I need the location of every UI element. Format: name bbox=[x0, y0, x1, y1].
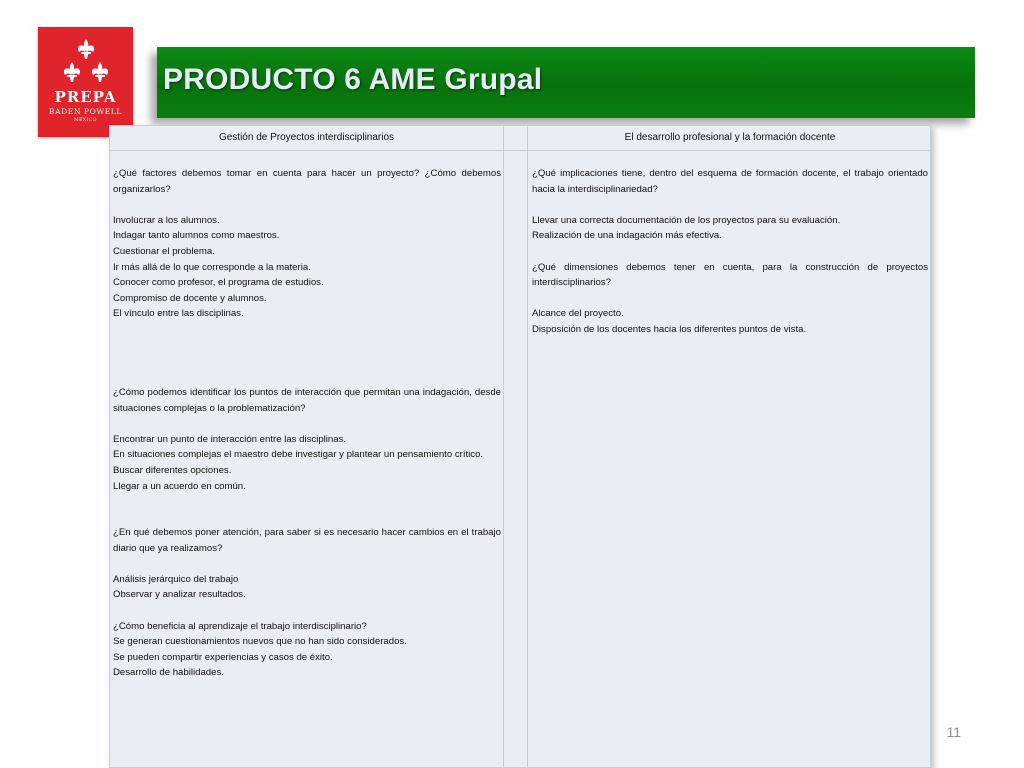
answer-line: El vínculo entre las disciplinas. bbox=[113, 308, 244, 320]
slide-title: PRODUCTO 6 AME Grupal bbox=[163, 63, 543, 96]
question-text: ¿Qué implicaciones tiene, dentro del esquema de formación docente, el trabajo orientado hacia la interdisciplinariedad? bbox=[532, 168, 928, 195]
page-number: 11 bbox=[946, 724, 961, 740]
answer-line: Encontrar un punto de interacción entre las disciplinas. bbox=[113, 433, 347, 445]
answer-line: Buscar diferentes opciones. bbox=[113, 464, 232, 476]
answer-line: Desarrollo de habilidades. bbox=[113, 667, 224, 679]
logo-mexico-text: MÉXICO bbox=[73, 118, 97, 123]
answer-line: Se generan cuestionamientos nuevos que no han sido considerados. bbox=[113, 636, 407, 648]
answer-line: Cuestionar el problema. bbox=[113, 245, 215, 257]
logo-prepa-text: PREPA bbox=[54, 88, 117, 106]
content-table bbox=[109, 125, 931, 768]
title-banner bbox=[157, 47, 975, 118]
question-text: ¿En qué debemos poner atención, para saber si es necesario hacer cambios en el trabajo diario que ya realizamos? bbox=[113, 527, 501, 554]
right-column-content bbox=[532, 166, 928, 338]
answer-line: En situaciones complejas el maestro debe investigar y plantear un pensamiento crítico. bbox=[113, 449, 484, 461]
table-header-row bbox=[110, 126, 930, 151]
answer-line: Indagar tanto alumnos como maestros. bbox=[113, 230, 280, 242]
fleur-de-lis-icon bbox=[57, 35, 115, 87]
answer-line: Conocer como profesor, el programa de estudios. bbox=[113, 277, 324, 289]
header-desarrollo-profesional: El desarrollo profesional y la formación docente bbox=[624, 132, 836, 143]
answer-line: Llevar una correcta documentación de los proyectos para su evaluación. bbox=[532, 214, 841, 226]
column-divider bbox=[503, 126, 504, 767]
header-gestion-proyectos: Gestión de Proyectos interdisciplinarios bbox=[218, 132, 395, 143]
answer-line: Observar y analizar resultados. bbox=[113, 589, 246, 601]
answer-line: Alcance del proyecto. bbox=[532, 308, 624, 320]
answer-line: Se pueden compartir experiencias y casos de éxito. bbox=[113, 651, 333, 663]
left-column-content bbox=[113, 166, 501, 681]
question-text: ¿Cómo podemos identificar los puntos de interacción que permitan una indagación, desde situaciones complejas o la problematización? bbox=[113, 386, 501, 414]
question-text: ¿Qué dimensiones debemos tener en cuenta, para la construcción de proyectos interdisciplinarios? bbox=[532, 261, 928, 289]
answer-line: Análisis jerárquico del trabajo bbox=[113, 573, 239, 585]
question-text: ¿Cómo beneficia al aprendizaje el trabajo interdisciplinario? bbox=[113, 620, 367, 632]
prepa-baden-powell-logo bbox=[38, 27, 133, 137]
question-text: ¿Qué factores debemos tomar en cuenta para hacer un proyecto? ¿Cómo debemos organizarlos? bbox=[113, 168, 501, 195]
answer-line: Ir más allá de lo que corresponde a la materia. bbox=[113, 261, 311, 273]
answer-line: Involucrar a los alumnos. bbox=[113, 214, 220, 226]
logo-baden-powell-text: BADEN POWELL bbox=[49, 107, 122, 116]
answer-line: Llegar a un acuerdo en común. bbox=[113, 480, 246, 492]
answer-line: Realización de una indagación más efectiva. bbox=[532, 230, 722, 242]
answer-line: Disposición de los docentes hacia los diferentes puntos de vista. bbox=[532, 323, 807, 335]
column-divider bbox=[527, 126, 528, 767]
answer-line: Compromiso de docente y alumnos. bbox=[113, 292, 267, 304]
